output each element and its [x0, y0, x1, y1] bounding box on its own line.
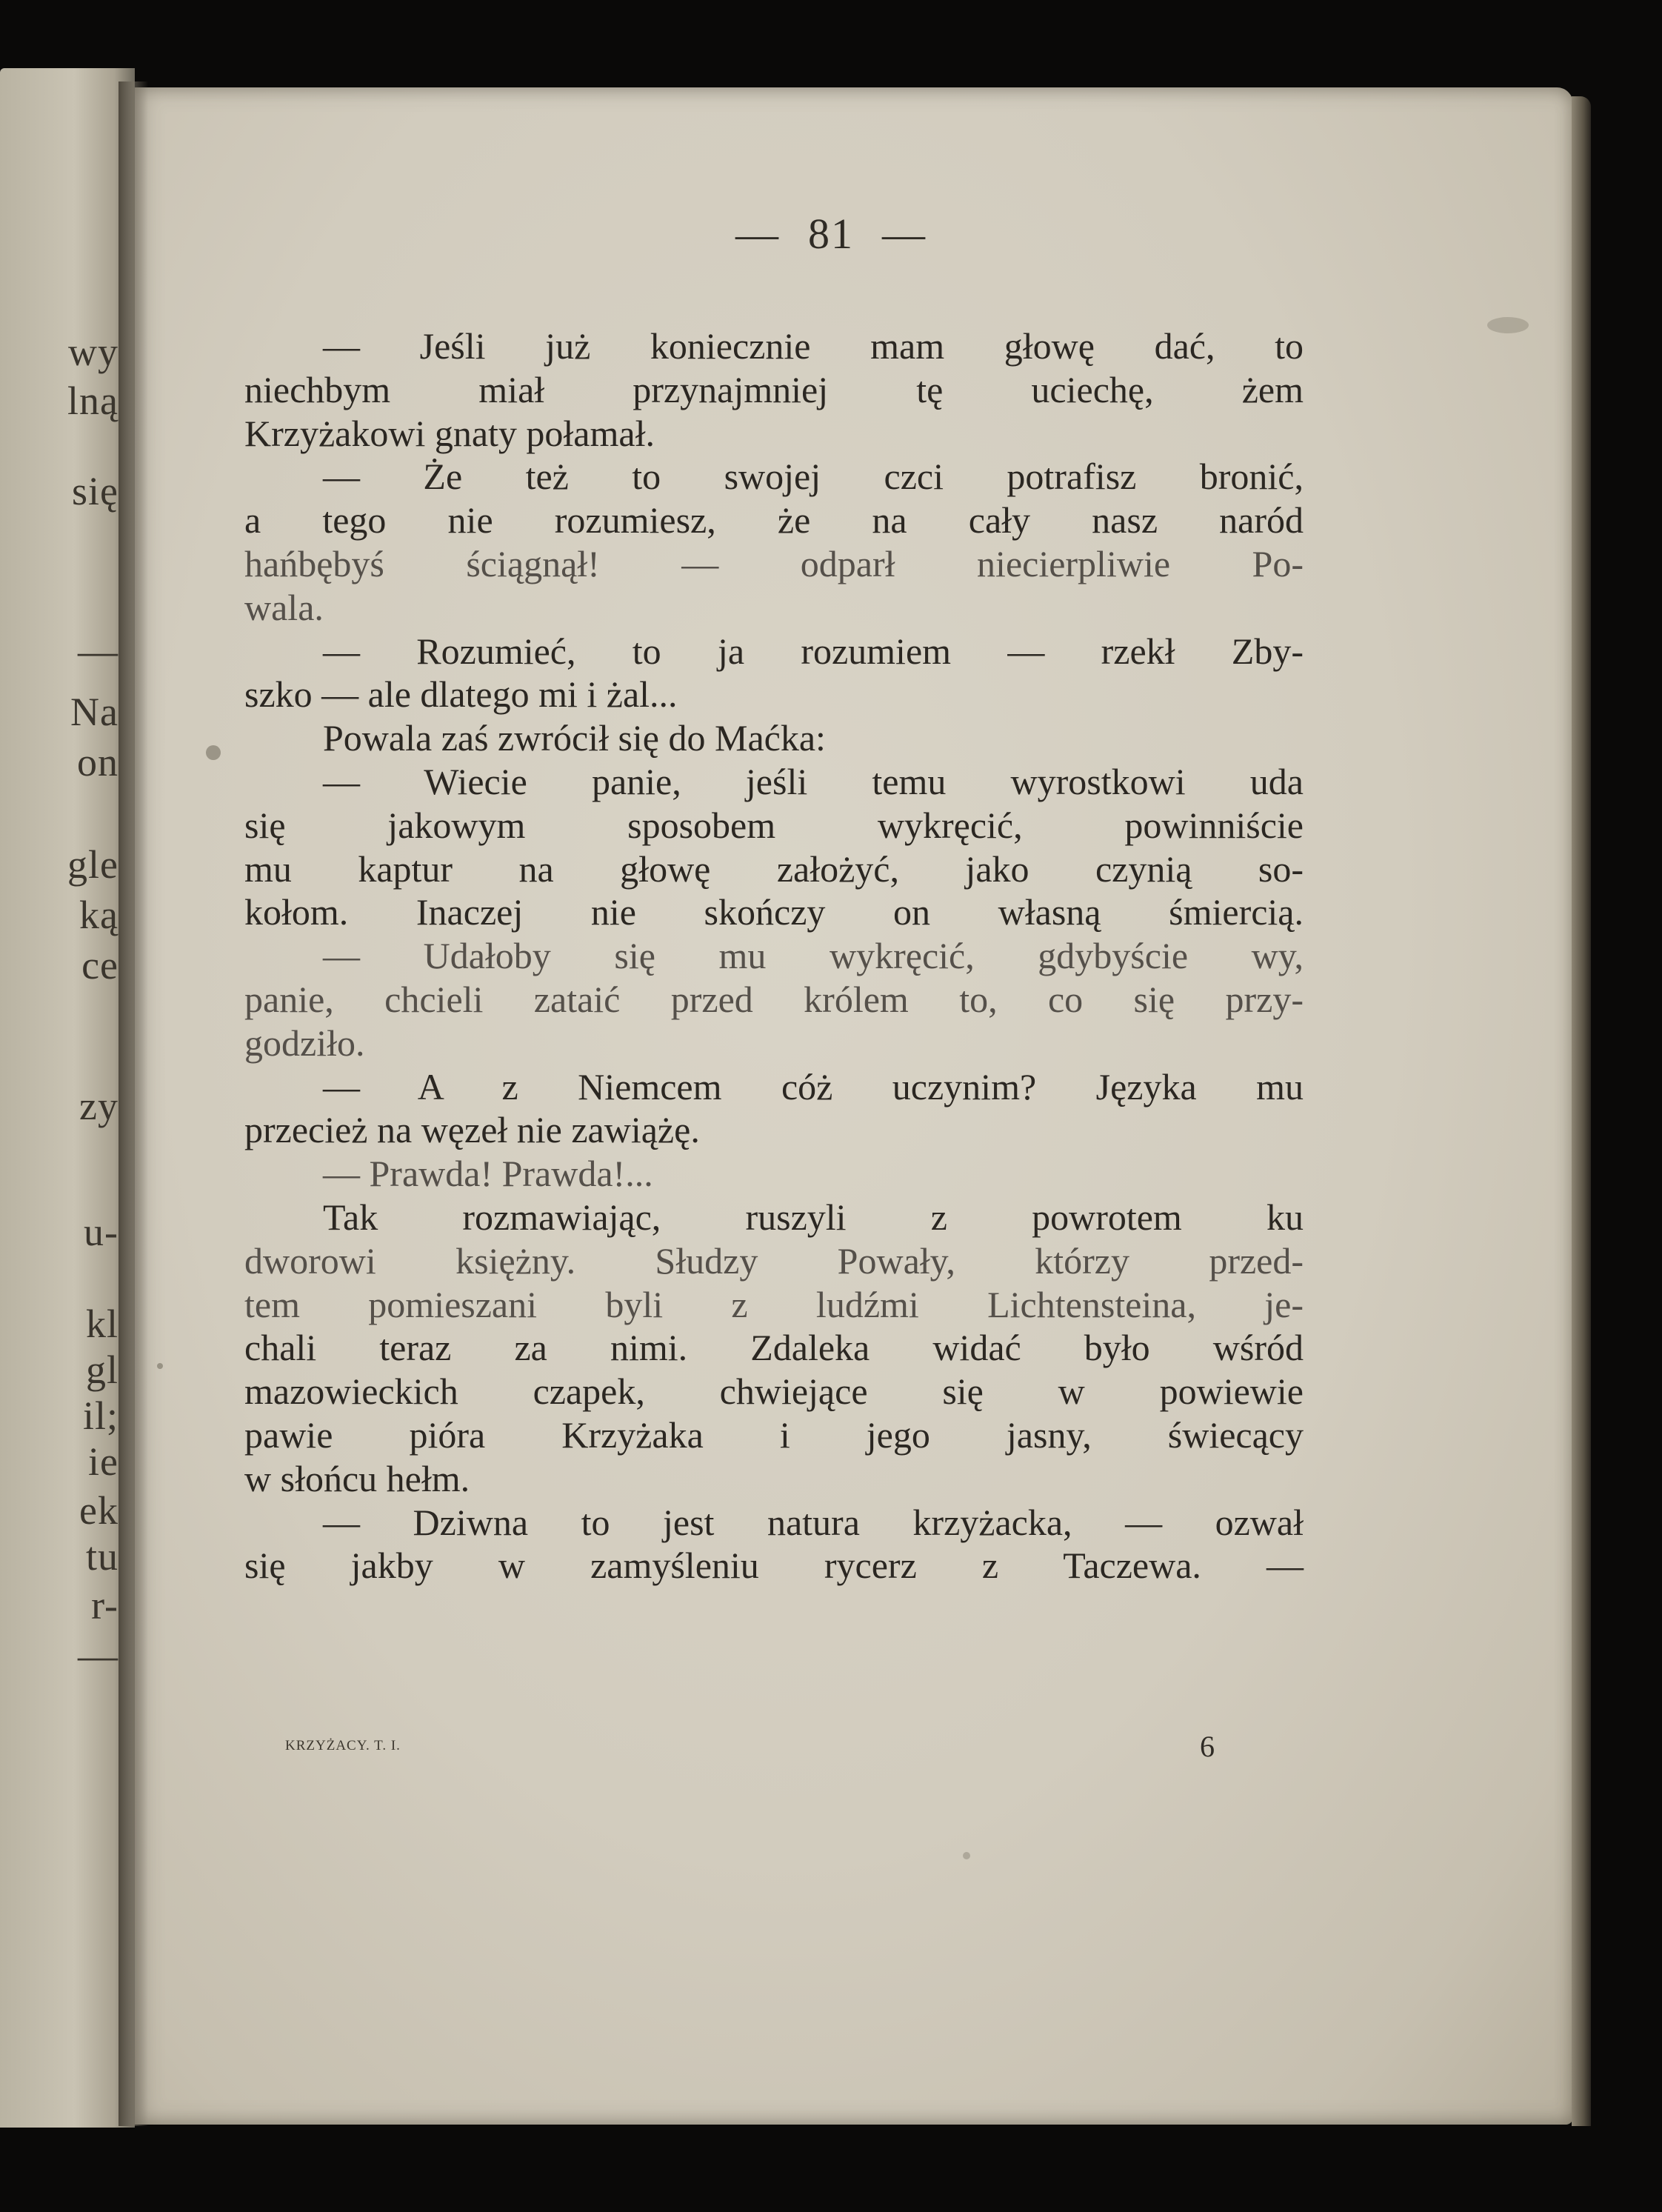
book-gutter	[119, 81, 148, 2126]
previous-page-fragment: zy	[79, 1084, 119, 1128]
previous-page-fragment: ce	[81, 943, 119, 987]
text-line: panie, chcieli zataić przed królem to, co się przy-	[244, 978, 1304, 1020]
page-edge	[1572, 96, 1591, 2126]
previous-page-edge	[0, 68, 135, 2128]
text-line: Krzyżakowi gnaty połamał.	[244, 412, 655, 454]
previous-page-fragment: kl	[85, 1302, 119, 1346]
previous-page-fragment: —	[78, 629, 119, 673]
text-line: szko — ale dlatego mi i żal...	[244, 673, 678, 716]
previous-page-fragment: u-	[84, 1210, 119, 1254]
header-dash-left: —	[735, 210, 780, 258]
paper-stain	[1487, 317, 1529, 333]
text-line: mu kaptur na głowę założyć, jako czynią so-	[244, 847, 1304, 890]
previous-page-fragment: tu	[85, 1534, 119, 1579]
previous-page-fragment: gle	[67, 842, 119, 887]
previous-page-fragment: on	[77, 740, 119, 784]
text-line: przecież na węzeł nie zawiążę.	[244, 1109, 700, 1151]
text-line: dworowi księżny. Słudzy Powały, którzy przed-	[244, 1239, 1304, 1282]
page-footer	[244, 1729, 1215, 1766]
text-line: kołom. Inaczej nie skończy on własną śmiercią.	[244, 891, 1304, 933]
text-line: się jakowym sposobem wykręcić, powinniście	[244, 804, 1304, 846]
page-number: 81	[808, 210, 854, 258]
text-line: niechbym miał przynajmniej tę uciechę, żem	[244, 368, 1304, 410]
previous-page-fragment: się	[72, 469, 119, 513]
text-line: — Dziwna to jest natura krzyżacka, — ozwał	[323, 1501, 1304, 1543]
text-line: — A z Niemcem cóż uczynim? Języka mu	[323, 1065, 1304, 1107]
text-line: a tego nie rozumiesz, że na cały nasz naród	[244, 499, 1304, 542]
previous-page-fragment: —	[78, 1633, 119, 1678]
text-line: Powala zaś zwrócił się do Maćka:	[323, 717, 826, 759]
paper-stain	[963, 1852, 970, 1859]
text-line: pawie pióra Krzyżaka i jego jasny, świecący	[244, 1413, 1304, 1456]
paper-stain	[206, 745, 221, 760]
text-line: w słońcu hełm.	[244, 1457, 470, 1499]
text-line: — Jeśli już koniecznie mam głowę dać, to	[323, 325, 1304, 367]
previous-page-fragment: ką	[79, 893, 119, 937]
text-line: się jakby w zamyśleniu rycerz z Taczewa. —	[244, 1545, 1304, 1587]
text-line: — Udałoby się mu wykręcić, gdybyście wy,	[323, 935, 1304, 977]
text-line: — Rozumieć, to ja rozumiem — rzekł Zby-	[323, 630, 1304, 672]
printer-signature: KRZYŻACY. T. I.	[285, 1738, 401, 1753]
sheet-number: 6	[1200, 1730, 1215, 1763]
previous-page-fragment: ek	[79, 1488, 119, 1533]
text-line: — Prawda! Prawda!...	[323, 1153, 653, 1195]
previous-page-fragment: wy	[68, 330, 119, 374]
body-text	[244, 324, 1304, 1588]
previous-page-fragment: lną	[67, 379, 119, 423]
text-line: godziło.	[244, 1022, 365, 1064]
page-header	[0, 209, 1662, 259]
text-line: wala.	[244, 586, 324, 628]
previous-page-fragment: il;	[82, 1393, 119, 1438]
previous-page-fragment: r-	[91, 1583, 119, 1628]
text-line: — Wiecie panie, jeśli temu wyrostkowi uda	[323, 760, 1304, 802]
header-dash-right: —	[882, 210, 927, 258]
text-line: tem pomieszani byli z ludźmi Lichtensteina, je-	[244, 1283, 1304, 1325]
previous-page-fragment: Na	[70, 690, 119, 734]
previous-page-fragment: gl	[85, 1347, 119, 1392]
text-line: Tak rozmawiając, ruszyli z powrotem ku	[323, 1196, 1304, 1238]
paper-stain	[157, 1363, 163, 1369]
text-line: hańbębyś ściągnął! — odparł niecierpliwie Po-	[244, 542, 1304, 584]
text-line: — Że też to swojej czci potrafisz bronić,	[323, 456, 1304, 498]
previous-page-fragment: ie	[88, 1439, 119, 1484]
text-line: chali teraz za nimi. Zdaleka widać było wśród	[244, 1327, 1304, 1369]
text-line: mazowieckich czapek, chwiejące się w powiewie	[244, 1370, 1304, 1413]
